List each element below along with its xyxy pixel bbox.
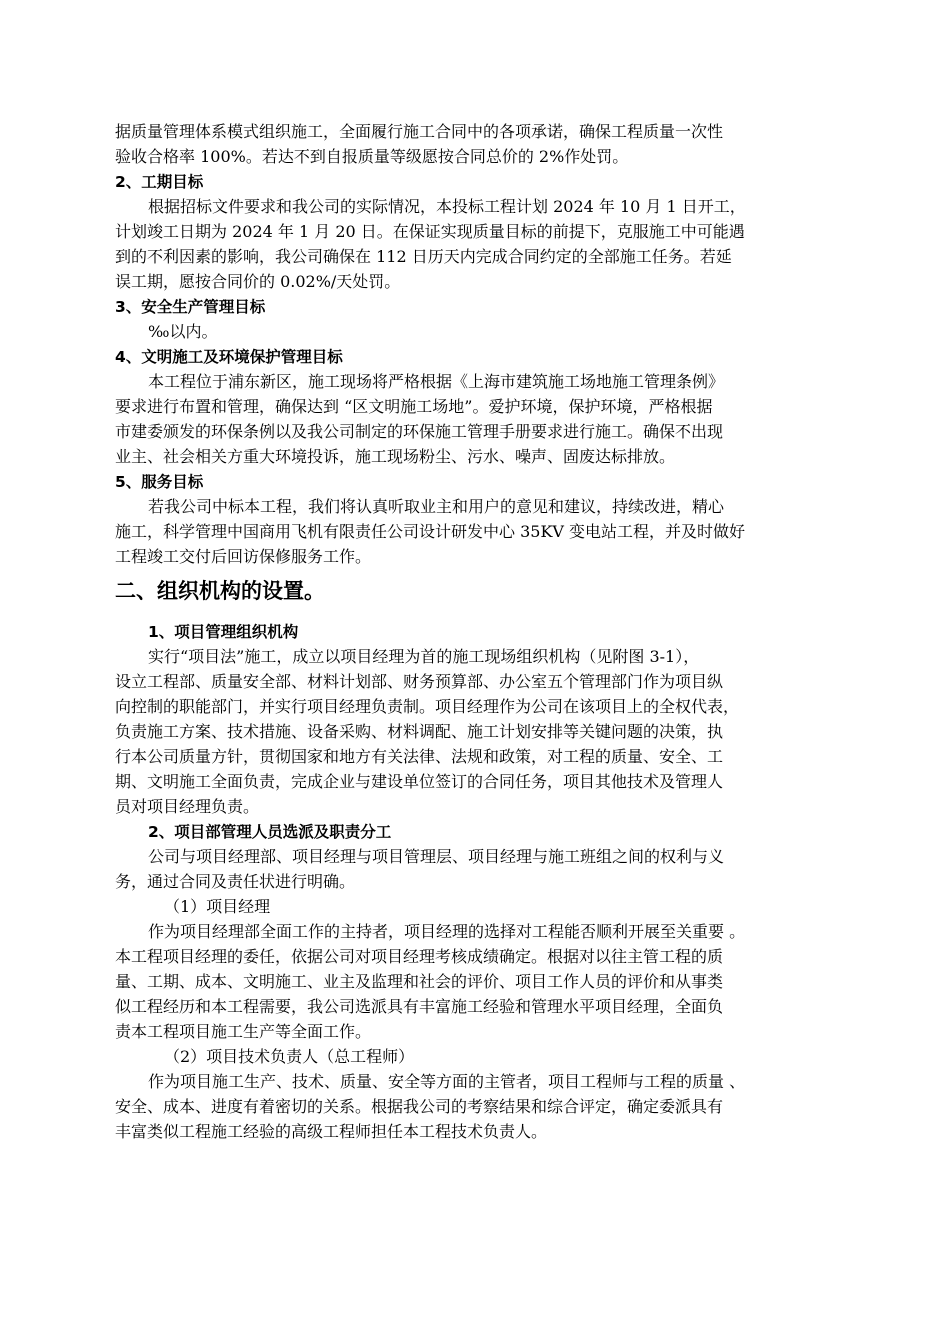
body-text-line: 业主、社会相关方重大环境投诉，施工现场粉尘、污水、噪声、固废达标排放。 bbox=[115, 447, 676, 466]
body-text-line: 根据招标文件要求和我公司的实际情况，本投标工程计划 2024 年 10 月 1 日开工， bbox=[148, 197, 746, 216]
body-text-line: 员对项目经理负责。 bbox=[115, 797, 260, 816]
body-text-line: 似工程经历和本工程需要，我公司选派具有丰富施工经验和管理水平项目经理，全面负 bbox=[115, 997, 724, 1016]
body-text-line: 市建委颁发的环保条例以及我公司制定的环保施工管理手册要求进行施工。确保不出现 bbox=[115, 422, 724, 441]
body-text-line: 设立工程部、质量安全部、材料计划部、财务预算部、办公室五个管理部门作为项目纵 bbox=[115, 672, 724, 691]
body-text-line: 作为项目经理部全面工作的主持者，项目经理的选择对工程能否顺利开展至关重要 。 bbox=[148, 922, 746, 941]
body-text-line: 期、文明施工全面负责，完成企业与建设单位签订的合同任务，项目其他技术及管理人 bbox=[115, 772, 724, 791]
body-text-line: 本工程位于浦东新区，施工现场将严格根据《上海市建筑施工场地施工管理条例》 bbox=[148, 372, 725, 391]
subsection-heading: （1）项目经理 bbox=[164, 897, 271, 916]
body-text-line: 丰富类似工程施工经验的高级工程师担任本工程技术负责人。 bbox=[115, 1122, 548, 1141]
body-text-line: 到的不利因素的影响，我公司确保在 112 日历天内完成合同约定的全部施工任务。若延 bbox=[115, 247, 732, 266]
body-text-line: 若我公司中标本工程，我们将认真听取业主和用户的意见和建议，持续改进，精心 bbox=[148, 497, 725, 516]
section-heading: 3、安全生产管理目标 bbox=[115, 298, 266, 316]
chapter-heading: 二、组织机构的设置。 bbox=[115, 579, 325, 603]
body-text-line: 向控制的职能部门，并实行项目经理负责制。项目经理作为公司在该项目上的全权代表， bbox=[115, 697, 740, 716]
body-text-line: 误工期，愿按合同价的 0.02%/天处罚。 bbox=[115, 272, 401, 291]
body-text-line: 工程竣工交付后回访保修服务工作。 bbox=[115, 547, 372, 566]
body-text-line: 施工，科学管理中国商用飞机有限责任公司设计研发中心 35KV 变电站工程，并及时做好 bbox=[115, 522, 746, 541]
body-text-line: 验收合格率 100%。若达不到自报质量等级愿按合同总价的 2%作处罚。 bbox=[115, 147, 629, 166]
body-text-line: 本工程项目经理的委任，依据公司对项目经理考核成绩确定。根据对以往主管工程的质 bbox=[115, 947, 724, 966]
body-text-line: 要求进行布置和管理，确保达到 “区文明施工场地”。爱护环境，保护环境，严格根据 bbox=[115, 397, 713, 416]
body-text-line: 作为项目施工生产、技术、质量、安全等方面的主管者，项目工程师与工程的质量 、 bbox=[148, 1072, 746, 1091]
body-text-line: 责本工程项目施工生产等全面工作。 bbox=[115, 1022, 372, 1041]
body-text-line: 据质量管理体系模式组织施工，全面履行施工合同中的各项承诺，确保工程质量一次性 bbox=[115, 122, 724, 141]
body-text-line: 公司与项目经理部、项目经理与项目管理层、项目经理与施工班组之间的权利与义 bbox=[148, 847, 725, 866]
body-text-line: 计划竣工日期为 2024 年 1 月 20 日。在保证实现质量目标的前提下，克服施工中可能遇 bbox=[115, 222, 745, 241]
section-heading: 5、服务目标 bbox=[115, 473, 204, 491]
section-heading: 1、项目管理组织机构 bbox=[148, 623, 299, 641]
body-text-line: ‰以内。 bbox=[148, 322, 218, 341]
body-text-line: 实行“项目法”施工，成立以项目经理为首的施工现场组织机构（见附图 3-1）， bbox=[148, 647, 700, 666]
body-text-line: 负责施工方案、技术措施、设备采购、材料调配、施工计划安排等关键问题的决策，执 bbox=[115, 722, 724, 741]
body-text-line: 量、工期、成本、文明施工、业主及监理和社会的评价、项目工作人员的评价和从事类 bbox=[115, 972, 724, 991]
body-text-line: 安全、成本、进度有着密切的关系。根据我公司的考察结果和综合评定，确定委派具有 bbox=[115, 1097, 724, 1116]
section-heading: 2、工期目标 bbox=[115, 173, 204, 191]
subsection-heading: （2）项目技术负责人（总工程师） bbox=[164, 1047, 415, 1066]
body-text-line: 务，通过合同及责任状进行明确。 bbox=[115, 872, 356, 891]
section-heading: 2、项目部管理人员选派及职责分工 bbox=[148, 823, 392, 841]
section-heading: 4、文明施工及环境保护管理目标 bbox=[115, 348, 343, 366]
body-text-line: 行本公司质量方针，贯彻国家和地方有关法律、法规和政策，对工程的质量、安全、工 bbox=[115, 747, 724, 766]
